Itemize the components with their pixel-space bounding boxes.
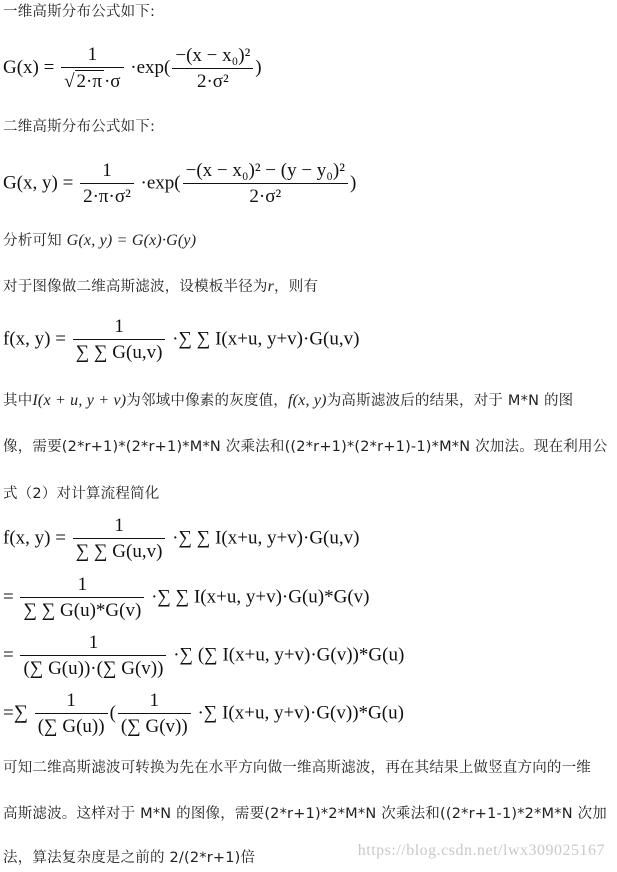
watermark: https://blog.csdn.net/lwx309025167 bbox=[357, 842, 605, 859]
d2-num: 1 bbox=[20, 574, 144, 598]
d2-rhs: ·∑ ∑ I(x+u, y+v)·G(u)*G(v) bbox=[151, 586, 370, 608]
where-fxy: f(x, y) bbox=[288, 392, 327, 409]
derivation-line-3 bbox=[3, 632, 404, 680]
eq2-exp-num: −(x − x₀)² − (y − y₀)² bbox=[183, 160, 348, 184]
eq1-exp-num: −(x − x₀)² bbox=[172, 45, 253, 69]
eq1-exp-fraction bbox=[172, 45, 253, 93]
d1-den: ∑ ∑ G(u,v) bbox=[75, 541, 163, 562]
d3-eq: = bbox=[3, 644, 14, 666]
d1-num: 1 bbox=[73, 515, 166, 539]
complexity-text: 像，需要(2*r+1)*(2*r+1)*M*N 次乘法和((2*r+1)*(2*r+1)-1)*M*N 次加法。现在利用公 bbox=[3, 439, 608, 455]
d2-den: ∑ ∑ G(u)*G(v) bbox=[23, 600, 142, 621]
eq3-denominator: ∑ ∑ G(u,v) bbox=[75, 342, 163, 363]
d4-open: ( bbox=[109, 702, 116, 724]
d3-den: (∑ G(u))·(∑ G(v)) bbox=[23, 658, 164, 679]
d1-rhs: ·∑ ∑ I(x+u, y+v)·G(u,v) bbox=[172, 527, 360, 549]
d4-eq: = bbox=[3, 702, 14, 724]
conclusion-text-2: 高斯滤波。这样对于 M*N 的图像，需要(2*r+1)*2*M*N 次乘法和((2*r+1-1)*2*M*N 次加 bbox=[3, 806, 607, 822]
radius-var: r bbox=[267, 278, 275, 295]
where-ixy: I(x + u, y + v) bbox=[32, 392, 127, 409]
d4-rhs: ·∑ I(x+u, y+v)·G(v))*G(u) bbox=[197, 702, 404, 724]
filter-intro-text bbox=[3, 277, 318, 297]
d4-den-u: (∑ G(u)) bbox=[37, 716, 105, 737]
filter-intro-prefix: 对于图像做二维高斯滤波，设模板半径为 bbox=[3, 279, 268, 295]
equation-1d-gaussian bbox=[3, 44, 262, 93]
d3-num: 1 bbox=[20, 632, 166, 656]
derivation-line-2 bbox=[3, 574, 369, 622]
derivation-line-4 bbox=[3, 690, 404, 738]
where-mid1: 为邻域中像素的灰度值， bbox=[126, 393, 288, 409]
eq2-lhs: G(x, y) = bbox=[3, 172, 74, 194]
eq1-numerator: 1 bbox=[61, 44, 123, 68]
intro-2d-text: 二维高斯分布公式如下: bbox=[3, 119, 156, 135]
eq2-close: ) bbox=[349, 172, 357, 194]
eq1-denominator: √ 2·π ·σ bbox=[64, 71, 121, 92]
d3-rhs: ·∑ (∑ I(x+u, y+v)·G(v))*G(u) bbox=[173, 644, 405, 666]
intro-1d-text: 一维高斯分布公式如下: bbox=[3, 4, 156, 20]
eq1-exp: ·exp( bbox=[130, 56, 171, 78]
eq1-lhs: G(x) = bbox=[3, 56, 55, 78]
d4-sum: ∑ bbox=[13, 701, 28, 724]
conclusion-text-3: 法，算法复杂度是之前的 2/(2*r+1)倍 bbox=[3, 850, 256, 866]
eq1-sigma: ·σ bbox=[103, 71, 121, 92]
eq2-exp-fraction bbox=[183, 160, 348, 208]
d3-fraction bbox=[20, 632, 166, 680]
where-mid2: 为高斯滤波后的结果，对于 M*N 的图 bbox=[326, 393, 574, 409]
d4-fraction-u bbox=[35, 690, 108, 738]
eq2-exp: ·exp( bbox=[140, 172, 181, 194]
d4-num-u: 1 bbox=[35, 690, 108, 714]
d1-lhs: f(x, y) = bbox=[3, 527, 66, 549]
eq1-close: ) bbox=[255, 56, 262, 78]
eq2-fraction bbox=[80, 160, 134, 208]
simplify-text: 式（2）对计算流程简化 bbox=[3, 486, 160, 502]
eq2-denominator: 2·π·σ² bbox=[83, 186, 131, 207]
d1-fraction bbox=[73, 515, 166, 563]
separability-formula: G(x, y) = G(x)·G(y) bbox=[66, 232, 197, 249]
eq3-numerator: 1 bbox=[73, 316, 166, 340]
d4-num-v: 1 bbox=[118, 690, 191, 714]
equation-2d-gaussian bbox=[3, 160, 356, 208]
eq2-numerator: 1 bbox=[80, 160, 134, 184]
equation-2d-filter bbox=[3, 316, 359, 364]
eq1-exp-den: 2·σ² bbox=[196, 70, 229, 92]
where-text bbox=[3, 391, 573, 411]
d2-fraction bbox=[20, 574, 144, 622]
derivation-line-1 bbox=[3, 515, 359, 563]
eq3-rhs: ·∑ ∑ I(x+u, y+v)·G(u,v) bbox=[172, 328, 360, 350]
d2-eq: = bbox=[3, 586, 14, 608]
eq3-lhs: f(x, y) = bbox=[3, 328, 66, 350]
filter-intro-suffix: ，则有 bbox=[274, 279, 319, 295]
conclusion-text-1: 可知二维高斯滤波可转换为先在水平方向做一维高斯滤波，再在其结果上做竖直方向的一维 bbox=[3, 760, 591, 776]
d4-den-v: (∑ G(v)) bbox=[120, 716, 188, 737]
separability-prefix: 分析可知 bbox=[3, 233, 62, 249]
eq1-fraction bbox=[61, 44, 123, 93]
d4-fraction-v bbox=[118, 690, 191, 738]
eq2-exp-den: 2·σ² bbox=[249, 186, 282, 207]
eq1-sqrt: 2·π bbox=[76, 71, 102, 92]
where-prefix: 其中 bbox=[3, 393, 33, 409]
eq3-fraction bbox=[73, 316, 166, 364]
separability-text bbox=[3, 231, 196, 251]
